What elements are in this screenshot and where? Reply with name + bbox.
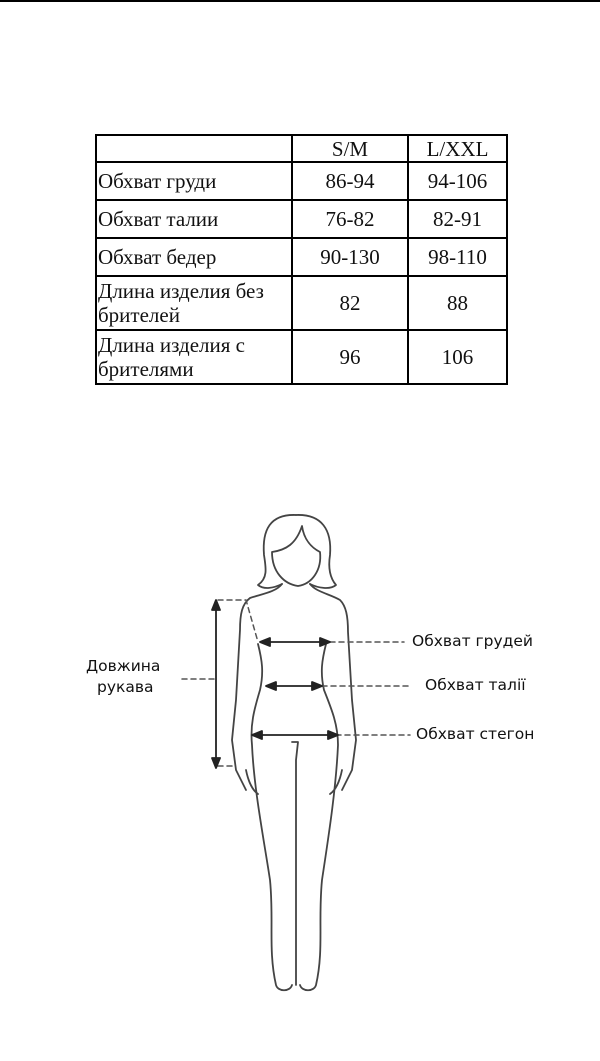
row-label: Обхват бедер bbox=[96, 238, 292, 276]
row-label: Обхват талии bbox=[96, 200, 292, 238]
table-header-row bbox=[96, 135, 507, 162]
female-silhouette-icon bbox=[0, 500, 600, 1020]
value-sm: 76-82 bbox=[292, 200, 408, 238]
body-measurement-figure bbox=[0, 500, 600, 1020]
value-lxxl: 88 bbox=[408, 276, 507, 330]
row-label: Длина изделия без брителей bbox=[96, 276, 292, 330]
value-lxxl: 98-110 bbox=[408, 238, 507, 276]
value-sm: 86-94 bbox=[292, 162, 408, 200]
value-lxxl: 94-106 bbox=[408, 162, 507, 200]
value-lxxl: 106 bbox=[408, 330, 507, 384]
table-row bbox=[96, 238, 507, 276]
row-label: Обхват груди bbox=[96, 162, 292, 200]
table-row bbox=[96, 200, 507, 238]
value-lxxl: 82-91 bbox=[408, 200, 507, 238]
table-row bbox=[96, 330, 507, 384]
sleeve-length-label-line2: рукава bbox=[97, 678, 154, 696]
header-sm: S/M bbox=[292, 135, 408, 162]
table-row bbox=[96, 162, 507, 200]
chest-girth-label: Обхват грудей bbox=[412, 632, 534, 650]
waist-girth-label: Обхват талії bbox=[425, 676, 526, 694]
table-row bbox=[96, 276, 507, 330]
header-lxxl: L/XXL bbox=[408, 135, 507, 162]
sleeve-length-label-line1: Довжина bbox=[86, 657, 161, 675]
value-sm: 82 bbox=[292, 276, 408, 330]
size-chart-table bbox=[95, 134, 508, 385]
header-empty-cell bbox=[96, 135, 292, 162]
row-label: Длина изделия с брителями bbox=[96, 330, 292, 384]
value-sm: 90-130 bbox=[292, 238, 408, 276]
value-sm: 96 bbox=[292, 330, 408, 384]
top-border-line bbox=[0, 0, 600, 2]
hips-girth-label: Обхват стегон bbox=[416, 725, 535, 743]
